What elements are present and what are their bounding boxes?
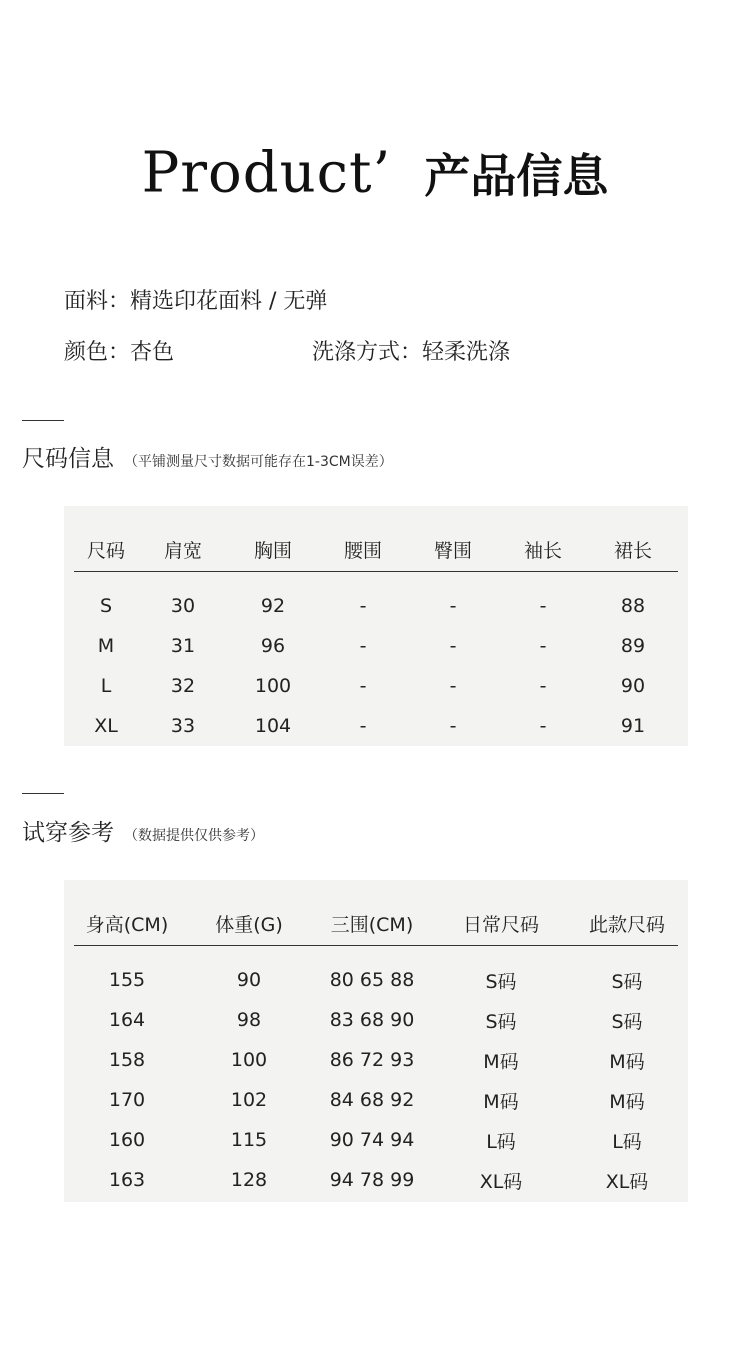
table-cell: 160 — [108, 1129, 146, 1151]
fit-section-note: （数据提供仅供参考） — [124, 828, 264, 844]
column-header: 日常尺码 — [426, 880, 576, 946]
fit-section-title — [22, 814, 264, 847]
title-english: Product’ — [141, 140, 392, 206]
table-cell: S码 — [611, 1010, 643, 1033]
table-cell: 91 — [620, 715, 646, 737]
table-row — [74, 1160, 678, 1200]
table-cell: 88 — [620, 595, 646, 617]
table-row — [74, 572, 678, 627]
table-cell: 164 — [108, 1009, 146, 1031]
table-cell: 90 74 94 — [329, 1129, 415, 1151]
table-cell: 98 — [236, 1009, 262, 1031]
table-cell: 100 — [230, 1049, 268, 1071]
table-cell: 31 — [170, 635, 196, 657]
size-table — [74, 506, 678, 746]
table-cell: L码 — [612, 1130, 642, 1153]
table-header-row — [74, 880, 678, 946]
table-cell: - — [359, 715, 367, 737]
table-row — [74, 946, 678, 1001]
table-cell: 170 — [108, 1089, 146, 1111]
table-cell: - — [449, 715, 457, 737]
table-row — [74, 626, 678, 666]
table-cell: 155 — [108, 969, 146, 991]
table-cell: - — [539, 675, 547, 697]
table-row — [74, 1080, 678, 1120]
fit-table — [74, 880, 678, 1200]
table-row — [74, 666, 678, 706]
section-divider — [22, 793, 64, 794]
column-header: 此款尺码 — [576, 880, 678, 946]
table-cell: M — [97, 635, 115, 657]
table-cell: 163 — [108, 1169, 146, 1191]
washing-info: 洗涤方式：轻柔洗涤 — [312, 340, 511, 365]
table-cell: - — [539, 715, 547, 737]
size-section-heading: 尺码信息 — [22, 446, 114, 472]
table-cell: - — [359, 595, 367, 617]
column-header: 三围(CM) — [318, 880, 426, 946]
table-cell: M码 — [609, 1090, 645, 1113]
table-cell: - — [359, 675, 367, 697]
table-cell: 86 72 93 — [329, 1049, 415, 1071]
table-cell: 80 65 88 — [329, 969, 415, 991]
table-cell: - — [539, 635, 547, 657]
table-cell: 90 — [620, 675, 646, 697]
table-cell: 94 78 99 — [329, 1169, 415, 1191]
table-cell: 104 — [254, 715, 292, 737]
table-cell: S码 — [611, 970, 643, 993]
table-cell: - — [449, 675, 457, 697]
table-cell: 92 — [260, 595, 286, 617]
column-header: 胸围 — [228, 506, 318, 572]
table-cell: S码 — [485, 1010, 517, 1033]
table-cell: - — [359, 635, 367, 657]
table-cell: M码 — [483, 1090, 519, 1113]
table-cell: 83 68 90 — [329, 1009, 415, 1031]
table-row — [74, 1000, 678, 1040]
size-table-panel — [64, 506, 688, 746]
table-cell: 115 — [230, 1129, 268, 1151]
table-cell: 100 — [254, 675, 292, 697]
table-cell: 89 — [620, 635, 646, 657]
column-header: 尺码 — [74, 506, 138, 572]
table-cell: 158 — [108, 1049, 146, 1071]
table-cell: S码 — [485, 970, 517, 993]
table-cell: - — [449, 595, 457, 617]
size-section-title — [22, 440, 393, 473]
table-cell: 33 — [170, 715, 196, 737]
table-cell: - — [539, 595, 547, 617]
table-cell: - — [449, 635, 457, 657]
table-cell: 96 — [260, 635, 286, 657]
table-cell: M码 — [483, 1050, 519, 1073]
title-chinese: 产品信息 — [424, 149, 609, 203]
color-info: 颜色：杏色 — [64, 340, 175, 365]
section-divider — [22, 420, 64, 421]
column-header: 腰围 — [318, 506, 408, 572]
table-cell: 90 — [236, 969, 262, 991]
table-row — [74, 1040, 678, 1080]
size-section-note: （平铺测量尺寸数据可能存在1-3CM误差） — [124, 454, 393, 470]
column-header: 裙长 — [588, 506, 678, 572]
table-cell: 32 — [170, 675, 196, 697]
table-cell: S — [99, 595, 113, 617]
table-cell: M码 — [609, 1050, 645, 1073]
table-cell: L码 — [486, 1130, 516, 1153]
fabric-info: 面料：精选印花面料 / 无弹 — [64, 289, 328, 314]
table-cell: 84 68 92 — [329, 1089, 415, 1111]
table-cell: XL — [94, 715, 118, 737]
column-header: 身高(CM) — [74, 880, 180, 946]
fit-table-panel — [64, 880, 688, 1202]
page-title — [0, 140, 750, 206]
table-cell: 128 — [230, 1169, 268, 1191]
column-header: 体重(G) — [180, 880, 318, 946]
table-cell: XL码 — [479, 1170, 523, 1193]
column-header: 臀围 — [408, 506, 498, 572]
table-cell: 102 — [230, 1089, 268, 1111]
table-cell: XL码 — [605, 1170, 649, 1193]
column-header: 肩宽 — [138, 506, 228, 572]
table-row — [74, 1120, 678, 1160]
table-cell: L — [100, 675, 112, 697]
table-cell: 30 — [170, 595, 196, 617]
fit-section-heading: 试穿参考 — [22, 820, 114, 846]
column-header: 袖长 — [498, 506, 588, 572]
table-header-row — [74, 506, 678, 572]
table-row — [74, 706, 678, 746]
